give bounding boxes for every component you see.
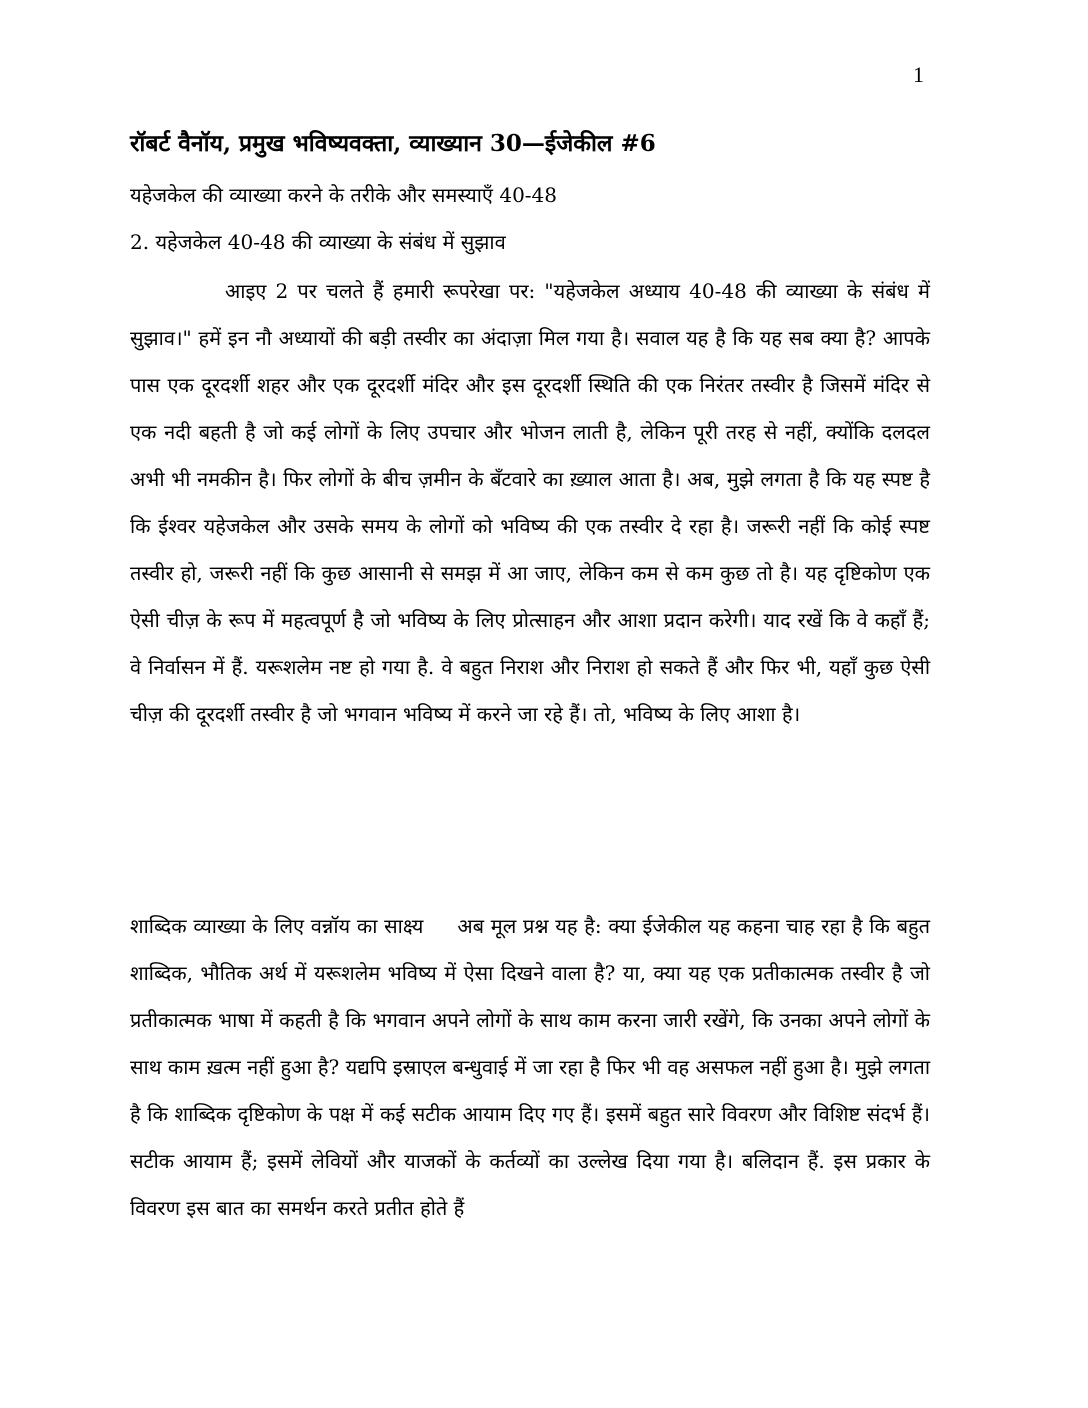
page-number: 1	[913, 62, 924, 87]
body-paragraph-2	[130, 903, 930, 1232]
paragraph-2-text: अब मूल प्रश्न यह है: क्या ईजेकील यह कहना चाह रहा है कि बहुत शाब्दिक, भौतिक अर्थ में यरूशलेम भविष्य में ऐसा दिखने वाला है? या, क्या यह एक प्रतीकात्मक तस्वीर है जो प्रतीकात्मक भाषा में कहती है कि भगवान अपने लोगों के साथ काम करना जारी रखेंगे, कि उनका अपने लोगों के साथ काम ख़त्म नहीं हुआ है? यद्यपि इस्राएल बन्धुवाई में जा रहा है फिर भी वह असफल नहीं हुआ है। मुझे लगता है कि शाब्दिक दृष्टिकोण के पक्ष में कई सटीक आयाम दिए गए हैं। इसमें बहुत सारे विवरण और विशिष्ट संदर्भ हैं। सटीक आयाम हैं; इसमें लेवियों और याजकों के कर्तव्यों का उल्लेख दिया गया है। बलिदान हैं. इस प्रकार के विवरण इस बात का समर्थन करते प्रतीत होते हैं	[130, 914, 931, 1220]
lecture-subtitle: यहेजकेल की व्याख्या करने के तरीके और समस्याएँ 40-48	[130, 183, 557, 207]
page-title: रॉबर्ट वैनॉय, प्रमुख भविष्यवक्ता, व्याख्यान 30—ईजेकील #6	[130, 130, 656, 157]
section-heading: 2. यहेजकेल 40-48 की व्याख्या के संबंध में सुझाव	[130, 230, 506, 254]
body-paragraph-1: आइए 2 पर चलते हैं हमारी रूपरेखा पर: "यहेजकेल अध्याय 40-48 की व्याख्या के संबंध में सुझाव।" हमें इन नौ अध्यायों की बड़ी तस्वीर का अंदाज़ा मिल गया है। सवाल यह है कि यह सब क्या है? आपके पास एक दूरदर्शी शहर और एक दूरदर्शी मंदिर और इस दूरदर्शी स्थिति की एक निरंतर तस्वीर है जिसमें मंदिर से एक नदी बहती है जो कई लोगों के लिए उपचार और भोजन लाती है, लेकिन पूरी तरह से नहीं, क्योंकि दलदल अभी भी नमकीन है। फिर लोगों के बीच ज़मीन के बँटवारे का ख़्याल आता है। अब, मुझे लगता है कि यह स्पष्ट है कि ईश्वर यहेजकेल और उसके समय के लोगों को भविष्य की एक तस्वीर दे रहा है। जरूरी नहीं कि कोई स्पष्ट तस्वीर हो, जरूरी नहीं कि कुछ आसानी से समझ में आ जाए, लेकिन कम से कम कुछ तो है। यह दृष्टिकोण एक ऐसी चीज़ के रूप में महत्वपूर्ण है जो भविष्य के लिए प्रोत्साहन और आशा प्रदान करेगी। याद रखें कि वे कहाँ हैं; वे निर्वासन में हैं. यरूशलेम नष्ट हो गया है. वे बहुत निराश और निराश हो सकते हैं और फिर भी, यहाँ कुछ ऐसी चीज़ की दूरदर्शी तस्वीर है जो भगवान भविष्य में करने जा रहे हैं। तो, भविष्य के लिए आशा है।	[130, 279, 930, 726]
paragraph-2-label: शाब्दिक व्याख्या के लिए वन्नॉय का साक्ष्य	[130, 914, 424, 938]
